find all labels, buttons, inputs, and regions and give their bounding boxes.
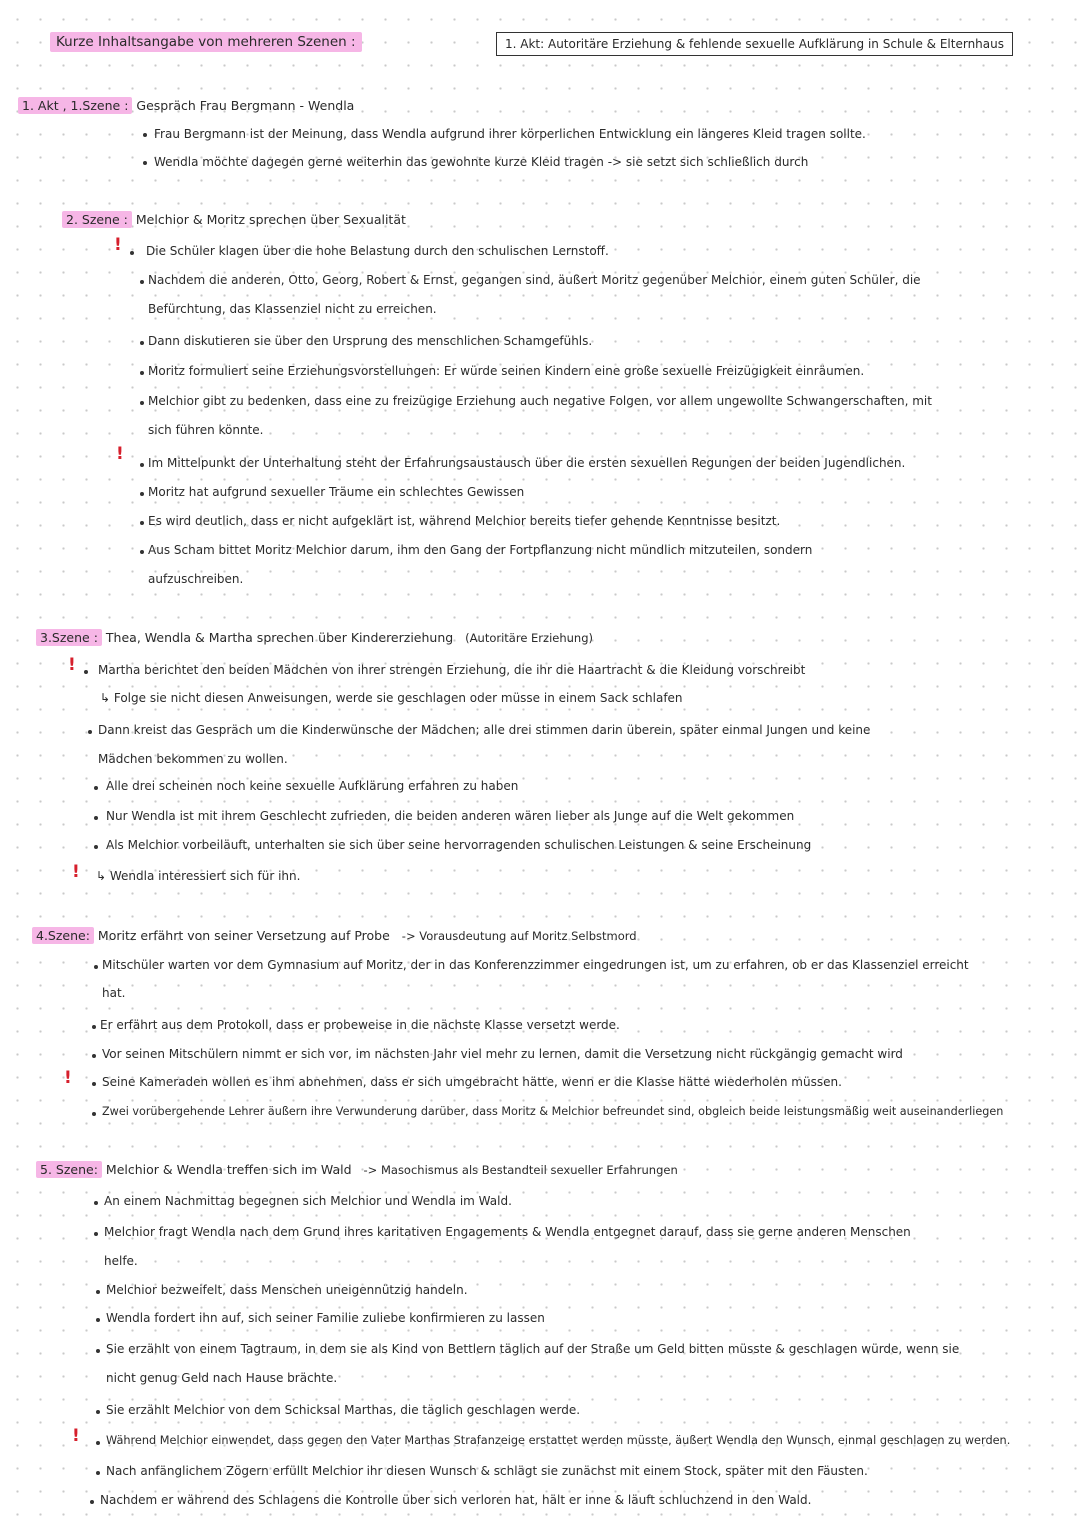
scene3-line-6: Nur Wendla ist mit ihrem Geschlecht zufrieden, die beiden anderen wären lieber als Junge auf die Welt gekommen — [106, 809, 795, 823]
scene5-line-4: Melchior bezweifelt, dass Menschen uneigennützig handeln. — [106, 1283, 468, 1297]
scene5-line-6: Sie erzählt von einem Tagtraum, in dem sie als Kind von Bettlern täglich auf der Straße um Geld bitten müsste & geschlagen würde, wenn sie — [106, 1342, 960, 1356]
bullet — [94, 845, 98, 849]
scene3-note: (Autoritäre Erziehung) — [465, 631, 593, 645]
scene4-line-5: Seine Kameraden wollen es ihm abnehmen, dass er sich umgebracht hätte, wenn er die Klasse hätte wiederholen müssen. — [102, 1075, 842, 1089]
scene2-line-2: Nachdem die anderen, Otto, Georg, Robert & Ernst, gegangen sind, äußert Moritz gegenüber Melchior, einem guten Schüler, die — [148, 273, 921, 287]
exclamation-icon: ! — [72, 862, 80, 882]
scene5-line-11: Nachdem er während des Schlagens die Kontrolle über sich verloren hat, hält er inne & läuft schluchzend in den Wald. — [100, 1493, 812, 1507]
scene5-line-5: Wendla fordert ihn auf, sich seiner Familie zuliebe konfirmieren zu lassen — [106, 1311, 545, 1325]
bullet — [96, 1318, 100, 1322]
exclamation-icon: ! — [114, 235, 122, 255]
scene4-title: Moritz erfährt von seiner Versetzung auf Probe — [97, 928, 390, 943]
bullet — [140, 341, 144, 345]
scene3-line-8: ↳ Wendla interessiert sich für ihn. — [96, 869, 301, 883]
scene5-line-7: nicht genug Geld nach Hause brächte. — [106, 1371, 338, 1385]
scene4-line-2: hat. — [102, 986, 126, 1000]
scene2-heading — [62, 212, 406, 227]
bullet — [96, 1349, 100, 1353]
bullet — [84, 670, 88, 674]
bullet — [96, 1410, 100, 1414]
bullet — [92, 1054, 96, 1058]
scene5-title: Melchior & Wendla treffen sich im Wald — [105, 1162, 352, 1177]
exclamation-icon: ! — [68, 655, 76, 675]
bullet — [90, 1500, 94, 1504]
scene5-label: 5. Szene: — [36, 1161, 102, 1178]
scene3-line-5: Alle drei scheinen noch keine sexuelle Aufklärung erfahren zu haben — [106, 779, 519, 793]
bullet — [130, 251, 134, 255]
scene2-line-4: Dann diskutieren sie über den Ursprung des menschlichen Schamgefühls. — [148, 334, 593, 348]
scene3-line-4: Mädchen bekommen zu wollen. — [98, 752, 288, 766]
bullet — [92, 1112, 96, 1116]
scene4-line-1: Mitschüler warten vor dem Gymnasium auf Moritz, der in das Konferenzzimmer eingedrungen ist, um zu erfahren, ob er das Klassenziel erreicht — [102, 958, 969, 972]
scene5-line-2: Melchior fragt Wendla nach dem Grund ihres karitativen Engagements & Wendla entgegnet darauf, dass sie gerne anderen Menschen — [104, 1225, 911, 1239]
scene2-title: Melchior & Moritz sprechen über Sexualität — [135, 212, 406, 227]
scene5-line-1: An einem Nachmittag begegnen sich Melchior und Wendla im Wald. — [104, 1194, 512, 1208]
bullet — [92, 1082, 96, 1086]
scene2-line-3: Befürchtung, das Klassenziel nicht zu erreichen. — [148, 302, 437, 316]
bullet — [96, 1290, 100, 1294]
summary-title: Kurze Inhaltsangabe von mehreren Szenen : — [50, 34, 362, 50]
scene5-line-3: helfe. — [104, 1254, 138, 1268]
scene1-label: 1. Akt , 1.Szene : — [18, 97, 132, 114]
exclamation-icon: ! — [72, 1426, 80, 1446]
scene5-note: -> Masochismus als Bestandteil sexueller Erfahrungen — [363, 1163, 678, 1177]
bullet — [88, 730, 92, 734]
scene5-heading — [36, 1162, 678, 1177]
scene4-heading — [32, 928, 637, 943]
bullet — [143, 133, 147, 137]
scene2-line-10: Es wird deutlich, dass er nicht aufgeklärt ist, während Melchior bereits tiefer gehende Kenntnisse besitzt. — [148, 514, 781, 528]
bullet — [94, 1201, 98, 1205]
scene2-line-5: Moritz formuliert seine Erziehungsvorstellungen: Er würde seinen Kindern eine große sexuelle Freizügigkeit einräumen. — [148, 364, 865, 378]
scene1-heading — [18, 98, 354, 113]
scene2-line-8: Im Mittelpunkt der Unterhaltung steht der Erfahrungsaustausch über die ersten sexuellen Regungen der beiden Jugendlichen. — [148, 456, 906, 470]
bullet — [140, 521, 144, 525]
scene2-line-7: sich führen könnte. — [148, 423, 264, 437]
bullet — [92, 1025, 96, 1029]
exclamation-icon: ! — [116, 444, 124, 464]
bullet — [94, 786, 98, 790]
scene4-line-4: Vor seinen Mitschülern nimmt er sich vor, im nächsten Jahr viel mehr zu lernen, damit die Versetzung nicht rückgängig gemacht wird — [102, 1047, 903, 1061]
scene4-label: 4.Szene: — [32, 927, 94, 944]
scene1-line-2: Wendla möchte dagegen gerne weiterhin das gewohnte kurze Kleid tragen -> sie setzt sich schließlich durch — [154, 155, 809, 169]
bullet — [140, 463, 144, 467]
bullet — [96, 1441, 100, 1445]
scene3-line-3: Dann kreist das Gespräch um die Kinderwünsche der Mädchen; alle drei stimmen darin überein, später einmal Jungen und keine — [98, 723, 871, 737]
bullet — [143, 161, 147, 165]
scene4-line-6: Zwei vorübergehende Lehrer äußern ihre Verwunderung darüber, dass Moritz & Melchior befreundet sind, obgleich beide leistungsmäßig weit auseinanderliegen — [102, 1105, 1004, 1118]
bullet — [140, 401, 144, 405]
bullet — [94, 816, 98, 820]
scene1-line-1: Frau Bergmann ist der Meinung, dass Wendla aufgrund ihrer körperlichen Entwicklung ein längeres Kleid tragen sollte. — [154, 127, 866, 141]
scene3-title: Thea, Wendla & Martha sprechen über Kindererziehung — [105, 630, 454, 645]
scene2-line-11: Aus Scham bittet Moritz Melchior darum, ihm den Gang der Fortpflanzung nicht mündlich mitzuteilen, sondern — [148, 543, 813, 557]
scene3-line-1: Martha berichtet den beiden Mädchen von ihrer strengen Erziehung, die ihr die Haartracht & die Kleidung vorschreibt — [98, 663, 806, 677]
bullet — [96, 1471, 100, 1475]
scene5-line-8: Sie erzählt Melchior von dem Schicksal Marthas, die täglich geschlagen werde. — [106, 1403, 581, 1417]
scene4-note: -> Vorausdeutung auf Moritz Selbstmord — [401, 929, 637, 943]
scene5-line-10: Nach anfänglichem Zögern erfüllt Melchior ihr diesen Wunsch & schlägt sie zunächst mit einem Stock, später mit den Fäusten. — [106, 1464, 868, 1478]
bullet — [140, 550, 144, 554]
scene5-line-9: Während Melchior einwendet, dass gegen den Vater Marthas Strafanzeige erstattet werden müsste, äußert Wendla den Wunsch, einmal geschlagen zu werden. — [106, 1434, 1011, 1447]
scene4-line-3: Er erfährt aus dem Protokoll, dass er probeweise in die nächste Klasse versetzt werde. — [100, 1018, 620, 1032]
scene2-line-6: Melchior gibt zu bedenken, dass eine zu freizügige Erziehung auch negative Folgen, vor allem ungewollte Schwangerschaften, mit — [148, 394, 932, 408]
scene1-title: Gespräch Frau Bergmann - Wendla — [136, 98, 355, 113]
scene2-line-9: Moritz hat aufgrund sexueller Träume ein schlechtes Gewissen — [148, 485, 525, 499]
bullet — [94, 965, 98, 969]
scene3-heading — [36, 630, 593, 645]
act-title-box: 1. Akt: Autoritäre Erziehung & fehlende sexuelle Aufklärung in Schule & Elternhaus — [496, 32, 1013, 56]
scene2-line-12: aufzuschreiben. — [148, 572, 244, 586]
bullet — [140, 280, 144, 284]
scene2-label: 2. Szene : — [62, 211, 132, 228]
scene2-line-1: Die Schüler klagen über die hohe Belastung durch den schulischen Lernstoff. — [146, 244, 609, 258]
scene3-label: 3.Szene : — [36, 629, 102, 646]
bullet — [140, 371, 144, 375]
bullet — [94, 1232, 98, 1236]
exclamation-icon: ! — [64, 1068, 72, 1088]
scene3-line-7: Als Melchior vorbeiläuft, unterhalten sie sich über seine hervorragenden schulischen Leistungen & seine Erscheinung — [106, 838, 812, 852]
scene3-line-2: ↳ Folge sie nicht diesen Anweisungen, werde sie geschlagen oder müsse in einem Sack schlafen — [100, 691, 683, 705]
bullet — [140, 492, 144, 496]
